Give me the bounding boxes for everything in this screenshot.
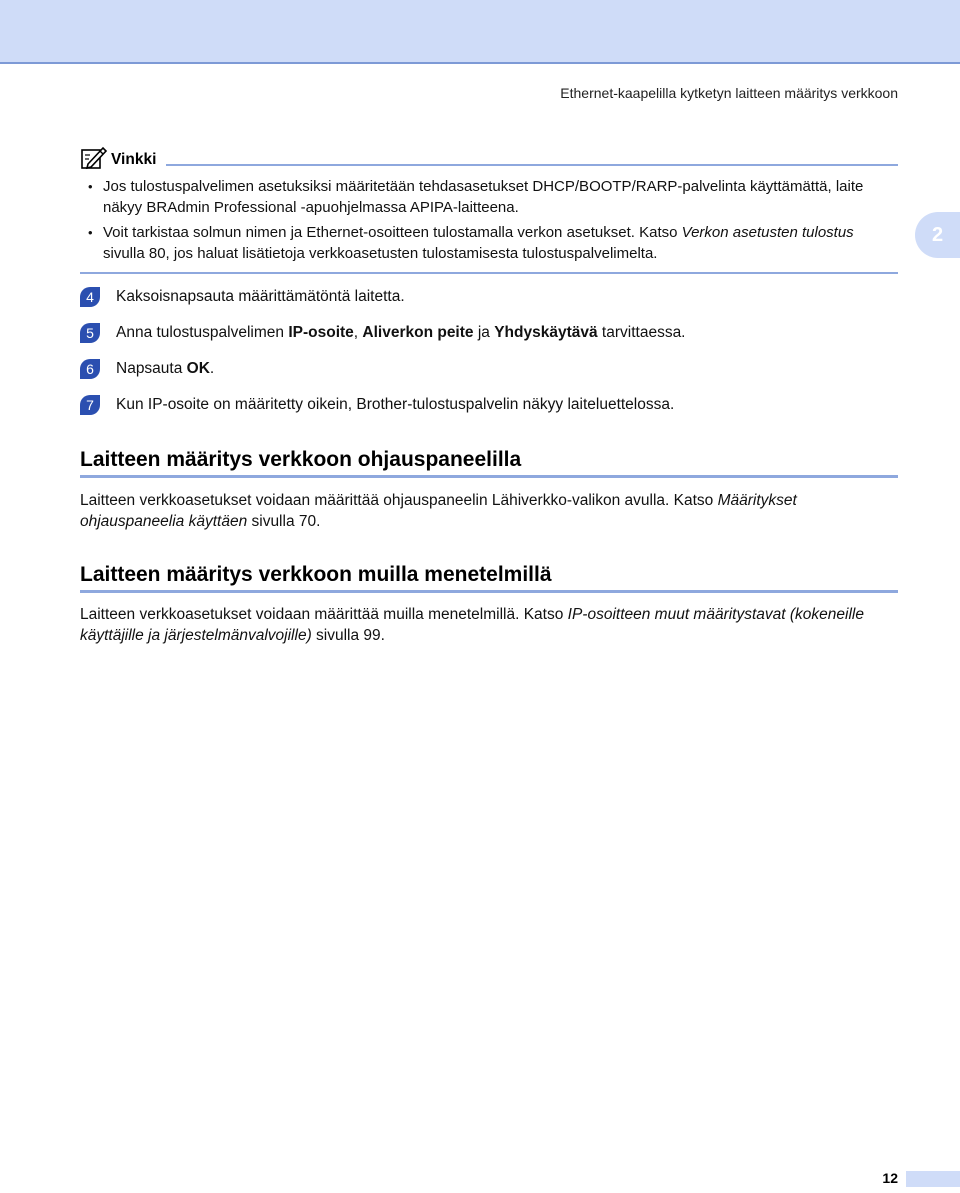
note-list	[80, 176, 898, 268]
step-item	[80, 393, 898, 429]
step-text: Kaksoisnapsauta määrittämätöntä laitetta.	[116, 288, 405, 305]
step-number-badge: 5	[80, 323, 100, 343]
cross-reference-link[interactable]: Määritykset ohjauspaneelia käyttäen	[80, 492, 797, 530]
section-paragraph: Laitteen verkkoasetukset voidaan määrittää muilla menetelmillä. Katso IP-osoitteen muut määritystavat (kokeneille käyttäjille ja järjestelmänvalvojille) sivulla 99.	[80, 606, 864, 644]
step-list	[80, 285, 898, 429]
section-divider	[80, 475, 898, 478]
pencil-note-icon	[80, 145, 108, 171]
step-number-badge: 6	[80, 359, 100, 379]
step-item	[80, 321, 898, 357]
step-number-badge: 7	[80, 395, 100, 415]
section-title: Laitteen määritys verkkoon muilla menetelmillä	[80, 563, 552, 586]
note-title: Vinkki	[111, 151, 157, 168]
section-title: Laitteen määritys verkkoon ohjauspaneelilla	[80, 448, 522, 471]
note-item	[80, 222, 898, 264]
note-item	[80, 176, 898, 218]
cross-reference-link[interactable]: IP-osoitteen muut määritystavat (kokeneille käyttäjille ja järjestelmänvalvojille)	[80, 606, 864, 644]
note-item-text: sivulla 80, jos haluat lisätietoja verkkoasetusten tulostamisesta tulostuspalvelimelta.	[103, 245, 658, 262]
running-header: Ethernet-kaapelilla kytketyn laitteen määritys verkkoon	[560, 85, 898, 101]
page-number-band	[906, 1171, 960, 1187]
bullet-icon: •	[88, 179, 93, 194]
step-number-badge: 4	[80, 287, 100, 307]
note-header	[80, 143, 898, 173]
note-box	[80, 143, 898, 262]
step-text: Anna tulostuspalvelimen IP-osoite, Aliverkon peite ja Yhdyskäytävä tarvittaessa.	[116, 324, 686, 341]
chapter-number: 2	[931, 223, 944, 246]
chapter-tab	[915, 212, 960, 258]
step-item	[80, 285, 898, 321]
cross-reference-link[interactable]: Verkon asetusten tulostus	[681, 224, 854, 241]
section-divider	[80, 590, 898, 593]
step-item	[80, 357, 898, 393]
step-text: Kun IP-osoite on määritetty oikein, Brother-tulostuspalvelin näkyy laiteluettelossa.	[116, 396, 675, 413]
top-header-band	[0, 0, 960, 64]
step-text: Napsauta OK.	[116, 360, 215, 377]
note-item-text: Voit tarkistaa solmun nimen ja Ethernet-osoitteen tulostamalla verkon asetukset. Katso	[103, 224, 682, 241]
note-item-text: Jos tulostuspalvelimen asetuksiksi määritetään tehdasasetukset DHCP/BOOTP/RARP-palvelinta käyttämättä, laite näkyy BRAdmin Professional -apuohjelmassa APIPA-laitteena.	[103, 178, 864, 216]
page-number: 12	[882, 1170, 898, 1186]
note-bottom-divider	[80, 272, 898, 274]
section-paragraph: Laitteen verkkoasetukset voidaan määrittää ohjauspaneelin Lähiverkko-valikon avulla. Katso Määritykset ohjauspaneelia käyttäen sivulla 70.	[80, 492, 797, 530]
bullet-icon: •	[88, 225, 93, 240]
note-divider	[166, 164, 898, 166]
